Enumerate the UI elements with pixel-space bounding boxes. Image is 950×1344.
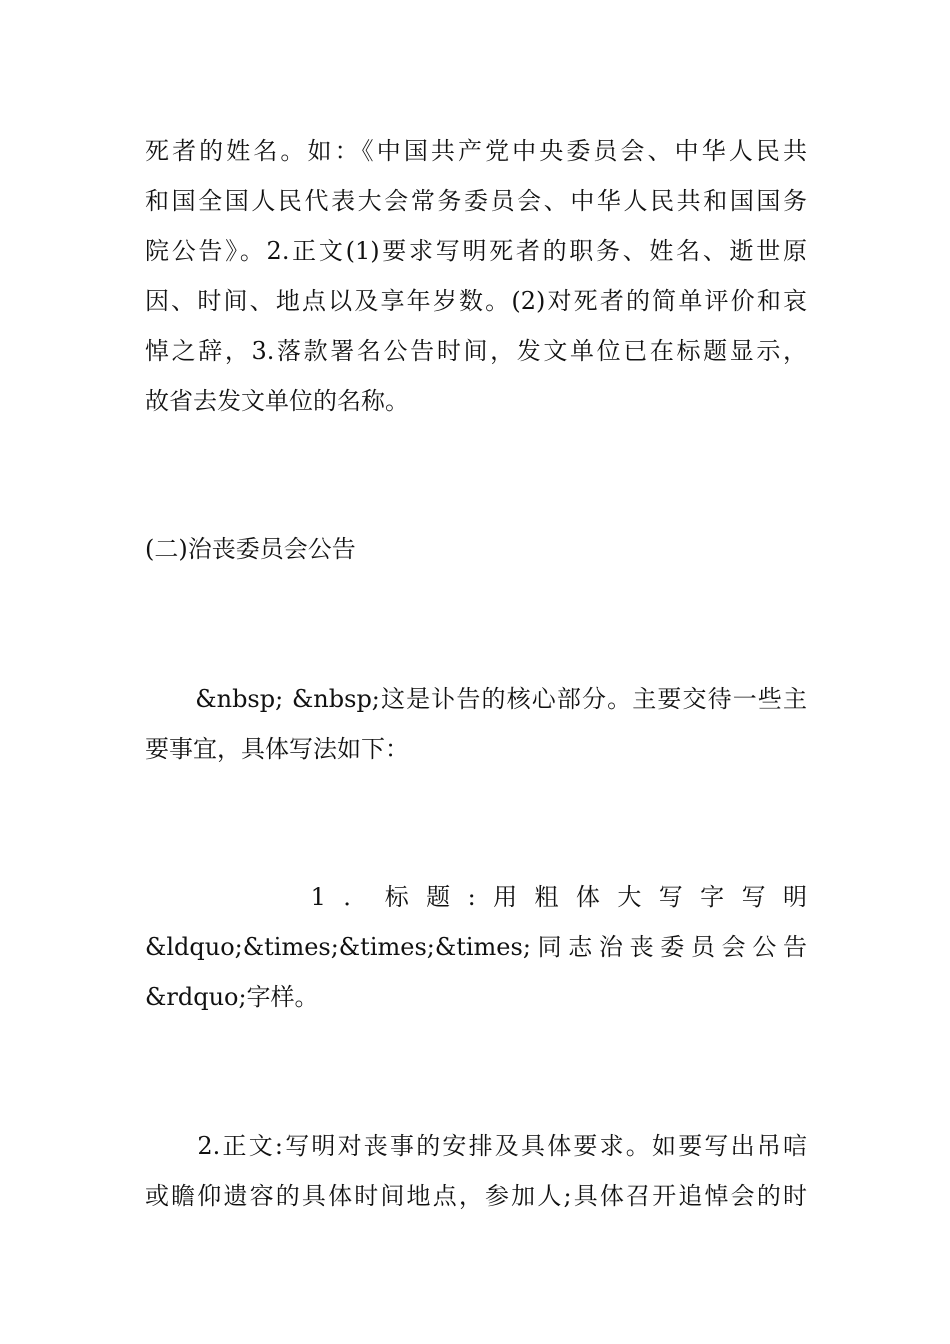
text-line: 故省去发文单位的名称。 [145,387,409,415]
text-line: 因、时间、地点以及享年岁数。(2)对死者的简单评价和哀 [145,287,807,315]
text-line: &rdquo;字样。 [145,983,319,1011]
text-line: 1．标题:用粗体大写字写明 [145,883,807,911]
text-line: 或瞻仰遗容的具体时间地点，参加人;具体召开追悼会的时 [145,1182,807,1210]
text-line: 和国全国人民代表大会常务委员会、中华人民共和国国务 [145,187,807,215]
text-line: &nbsp; &nbsp;这是讣告的核心部分。主要交待一些主 [145,685,807,713]
text-line: 悼之辞，3.落款署名公告时间，发文单位已在标题显示， [145,337,807,365]
text-line: 要事宜，具体写法如下： [145,735,409,763]
text-line: 死者的姓名。如：《中国共产党中央委员会、中华人民共 [145,137,807,165]
text-line: &ldquo;&times;&times;&times;同志治丧委员会公告 [145,933,807,961]
section-heading: (二)治丧委员会公告 [145,535,356,563]
text-line: 2.正文:写明对丧事的安排及具体要求。如要写出吊唁 [145,1132,807,1160]
text-line: 院公告》。2.正文(1)要求写明死者的职务、姓名、逝世原 [145,237,807,265]
